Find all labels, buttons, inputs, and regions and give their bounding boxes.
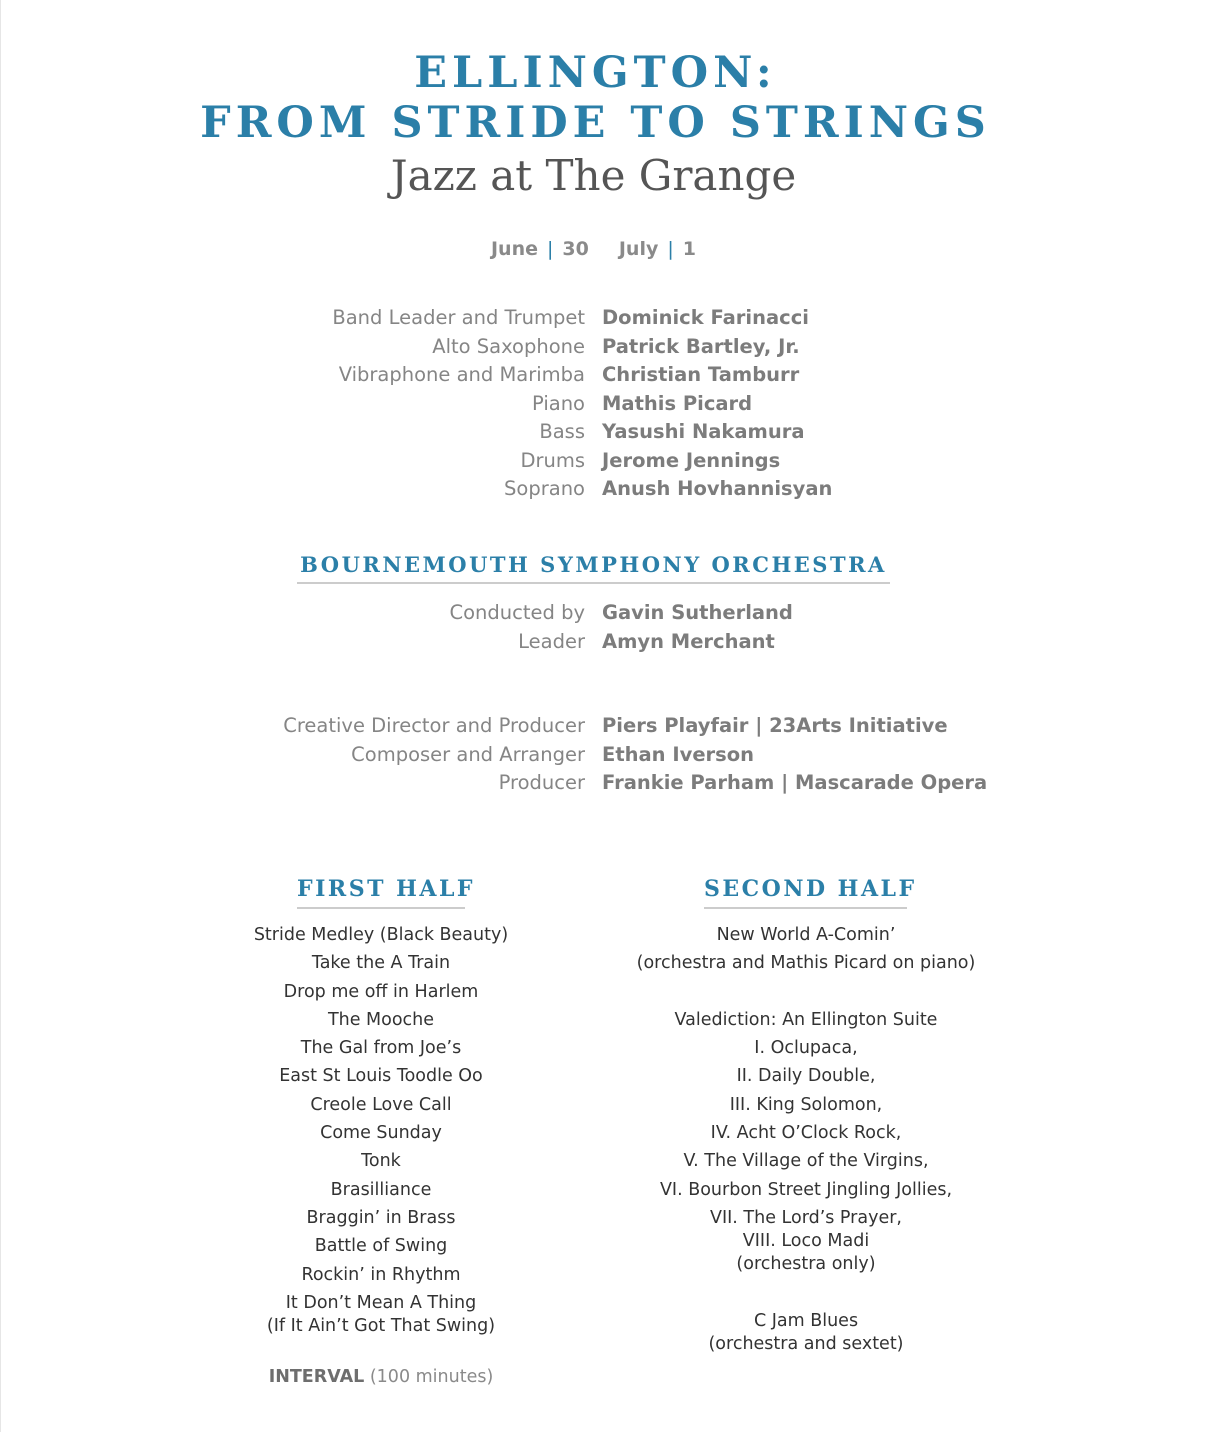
orchestra-heading: BOURNEMOUTH SYMPHONY ORCHESTRA — [297, 551, 890, 584]
credit-row — [1, 741, 1222, 770]
list-item: East St Louis Toodle Oo — [279, 1066, 483, 1087]
date-2-month: July — [618, 238, 659, 260]
second-half-heading: SECOND HALF — [704, 874, 907, 909]
list-item: The Mooche — [327, 1009, 435, 1030]
interval-note — [231, 1367, 531, 1387]
credit-name: Jerome Jennings — [602, 448, 781, 472]
credit-name: Ethan Iverson — [602, 742, 755, 766]
credit-role: Piano — [532, 391, 585, 415]
date-separator: | — [547, 238, 554, 260]
credit-role: Alto Saxophone — [432, 334, 585, 358]
title-line-2: FROM STRIDE TO STRINGS — [200, 98, 991, 148]
list-item: The Gal from Joe’s — [300, 1038, 462, 1059]
list-item: Stride Medley (Black Beauty) — [253, 925, 509, 945]
list-item: New World A-Comin’ — [716, 925, 896, 945]
interval-label: INTERVAL — [268, 1367, 365, 1387]
list-item: Drop me off in Harlem — [283, 981, 479, 1002]
credit-name: Dominick Farinacci — [602, 306, 809, 329]
credit-name: Patrick Bartley, Jr. — [602, 334, 800, 358]
list-item: V. The Village of the Virgins, — [683, 1151, 929, 1172]
list-item: VI. Bourbon Street Jingling Jollies, — [659, 1179, 953, 1200]
date-1-month: June — [490, 238, 538, 260]
list-item: Tonk — [361, 1151, 401, 1172]
list-item: Valediction: An Ellington Suite — [674, 1009, 938, 1030]
date-1-day: 30 — [562, 238, 589, 260]
first-half-heading: FIRST HALF — [297, 874, 465, 909]
credit-name: Gavin Sutherland — [602, 601, 793, 624]
list-item: I. Oclupaca, — [754, 1038, 858, 1059]
second-half-list — [606, 924, 1006, 1361]
credit-row — [1, 333, 1222, 362]
subtitle: Jazz at The Grange — [390, 151, 797, 200]
list-item: Brasilliance — [330, 1179, 432, 1200]
list-item: Rockin’ in Rhythm — [301, 1264, 461, 1285]
interval-duration: (100 minutes) — [369, 1367, 494, 1387]
list-item: Come Sunday — [320, 1123, 442, 1144]
performance-dates — [1, 238, 1186, 260]
credit-name: Frankie Parham | Mascarade Opera — [602, 771, 988, 794]
list-item: III. King Solomon, — [729, 1094, 883, 1115]
band-credits — [1, 304, 1222, 504]
list-item: VIII. Loco Madi — [742, 1230, 870, 1251]
credit-row — [1, 418, 1222, 447]
list-item: C Jam Blues — [753, 1310, 859, 1331]
list-item: (orchestra only) — [736, 1253, 876, 1274]
credit-name: Amyn Merchant — [602, 629, 775, 653]
credit-row — [1, 769, 1222, 798]
credit-name: Piers Playfair | 23Arts Initiative — [602, 714, 948, 737]
credit-role: Producer — [498, 771, 585, 794]
credit-role: Creative Director and Producer — [283, 714, 585, 737]
list-item: Braggin’ in Brass — [306, 1207, 456, 1228]
credit-role: Drums — [520, 448, 585, 472]
credit-row — [1, 475, 1222, 504]
list-item: (orchestra and sextet) — [708, 1333, 904, 1354]
credit-role: Leader — [518, 629, 585, 653]
credit-row — [1, 599, 1222, 628]
credit-row — [1, 304, 1222, 333]
date-2-day: 1 — [682, 238, 696, 260]
credit-role: Composer and Arranger — [351, 742, 585, 766]
list-item: It Don’t Mean A Thing — [285, 1292, 477, 1313]
list-item: IV. Acht O’Clock Rock, — [710, 1123, 902, 1144]
credit-row — [1, 628, 1222, 657]
list-item: (orchestra and Mathis Picard on piano) — [636, 953, 976, 974]
orchestra-credits — [1, 599, 1222, 656]
credit-row — [1, 712, 1222, 741]
credit-row — [1, 361, 1222, 390]
list-item: (If It Ain’t Got That Swing) — [266, 1315, 496, 1336]
credit-role: Soprano — [504, 477, 585, 500]
list-item: Creole Love Call — [310, 1094, 452, 1115]
credit-name: Yasushi Nakamura — [602, 420, 805, 443]
credit-row — [1, 390, 1222, 419]
credit-role: Bass — [539, 420, 585, 443]
credit-role: Band Leader and Trumpet — [332, 306, 585, 329]
credit-name: Mathis Picard — [602, 391, 753, 415]
credit-role: Vibraphone and Marimba — [338, 363, 585, 386]
production-credits — [1, 712, 1222, 798]
title-line-1: ELLINGTON: — [414, 48, 777, 98]
list-item: Take the A Train — [311, 953, 451, 974]
credit-name: Christian Tamburr — [602, 363, 800, 386]
credit-name: Anush Hovhannisyan — [602, 477, 833, 500]
list-item: II. Daily Double, — [736, 1066, 876, 1087]
credit-role: Conducted by — [449, 601, 585, 624]
first-half-list — [231, 924, 531, 1343]
date-separator: | — [667, 238, 674, 260]
credit-row — [1, 447, 1222, 476]
list-item: VII. The Lord’s Prayer, — [710, 1207, 902, 1228]
list-item: Battle of Swing — [314, 1236, 448, 1257]
